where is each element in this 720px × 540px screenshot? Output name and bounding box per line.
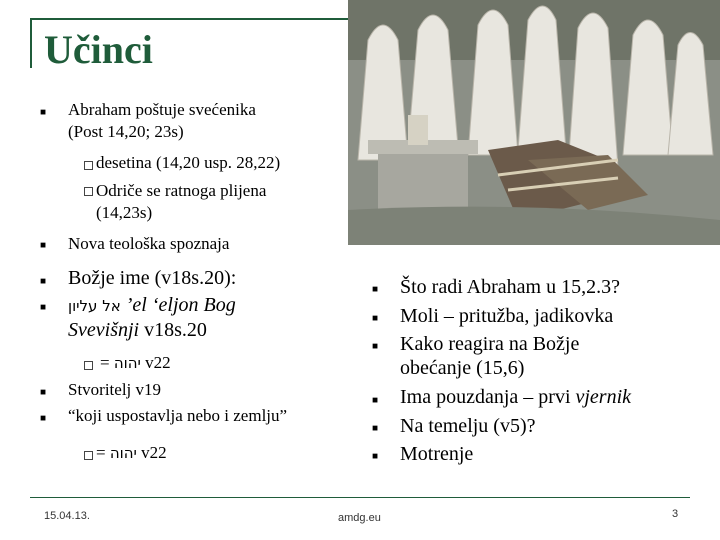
sub-bullet-marker (84, 161, 93, 170)
left-item-3: Božje ime (v18s.20): (68, 267, 237, 289)
bullet-marker: ■ (372, 313, 379, 324)
bullet-marker: ■ (40, 240, 47, 251)
left-sub-item-2: Odriče se ratnoga plijena (14,23s) (96, 181, 267, 222)
title-frame-top (30, 18, 350, 20)
left-item-1: Abraham poštuje svećenika (Post 14,20; 23s) (68, 100, 256, 141)
bullet-marker: ■ (372, 451, 379, 462)
footer-center: amdg.eu (338, 512, 381, 524)
bullet-marker: ■ (372, 395, 379, 406)
bullet-marker: ■ (40, 387, 47, 398)
left-sub-item-1: desetina (14,20 usp. 28,22) (96, 153, 281, 172)
footer-date: 15.04.13. (44, 510, 90, 522)
page-number: 3 (672, 508, 679, 520)
left-item-4: אל עליון ’el ‘eljon Bog Svevišnji v18s.20 (68, 294, 236, 341)
title-frame-left (30, 18, 32, 68)
bullet-marker: ■ (372, 423, 379, 434)
right-item-3: Kako reagira na Božje obećanje (15,6) (400, 333, 580, 379)
painting-image (348, 0, 720, 245)
left-item-6: “koji uspostavlja nebo i zemlju” (68, 406, 288, 425)
bullet-marker: ■ (40, 107, 47, 118)
left-item-2: Nova teološka spoznaja (68, 234, 230, 253)
bullet-marker: ■ (40, 413, 47, 424)
sub-bullet-marker (84, 187, 93, 196)
right-item-5: Na temelju (v5)? (400, 415, 536, 437)
slide-title: Učinci (44, 27, 153, 72)
right-item-2: Moli – pritužba, jadikovka (400, 305, 614, 327)
left-item-5: Stvoritelj v19 (68, 380, 162, 399)
sub-bullet-marker (84, 451, 93, 460)
bullet-marker: ■ (372, 341, 379, 352)
bullet-marker: ■ (40, 276, 47, 287)
left-sub-item-4: = יהוה v22 (96, 443, 167, 462)
sub-bullet-marker (84, 361, 93, 370)
right-item-1: Što radi Abraham u 15,2.3? (400, 276, 620, 298)
bullet-marker: ■ (372, 284, 379, 295)
right-item-6: Motrenje (400, 443, 474, 465)
left-sub-item-3: = יהוה v22 (100, 353, 171, 372)
right-item-4: Ima pouzdanja – prvi vjernik (400, 386, 632, 408)
bullet-marker: ■ (40, 302, 47, 313)
footer-divider (30, 497, 690, 498)
